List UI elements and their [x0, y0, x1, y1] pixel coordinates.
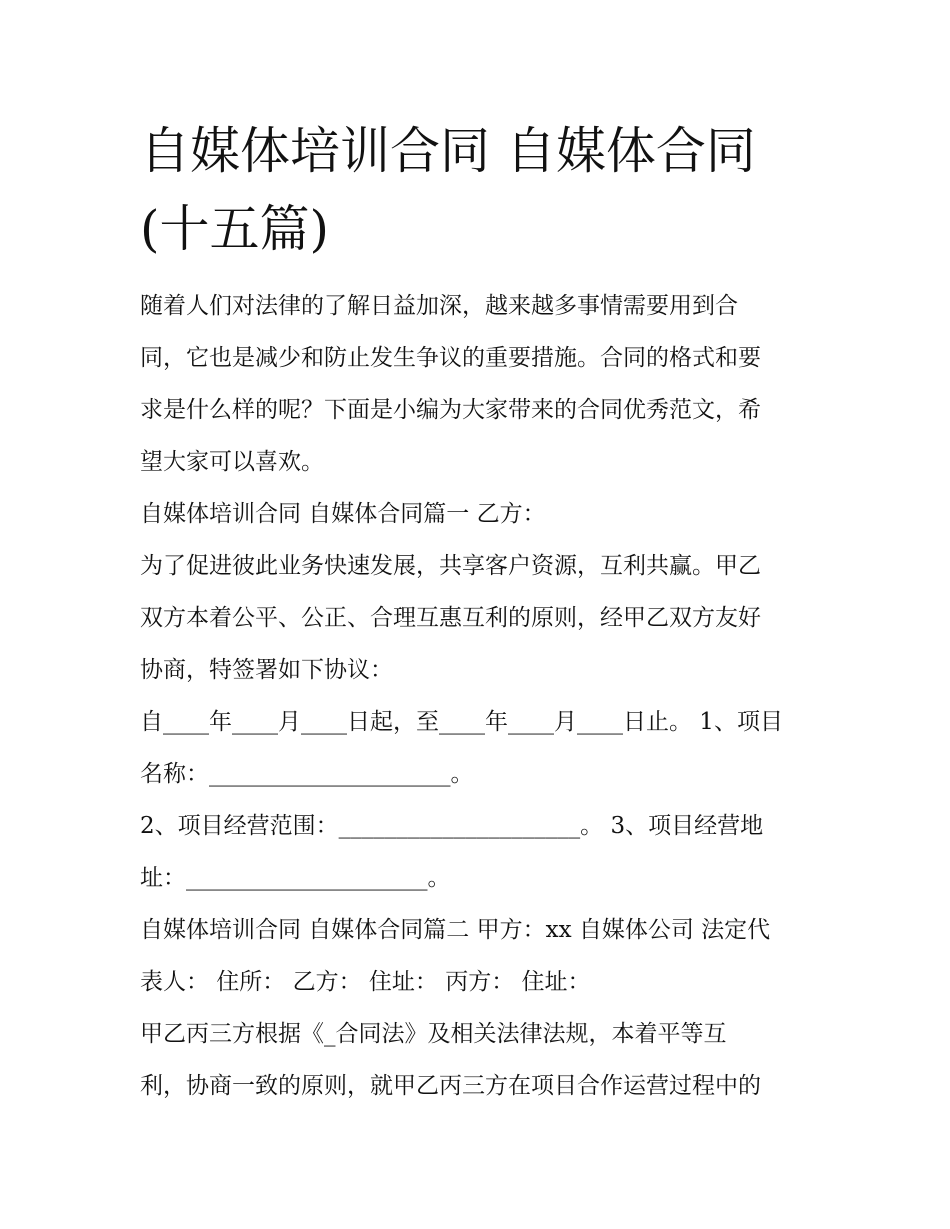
paragraph-line: 望大家可以喜欢。: [140, 449, 324, 475]
section-heading-line: 自媒体培训合同 自媒体合同篇一 乙方：: [140, 501, 546, 527]
document-body: [140, 280, 820, 1112]
paragraph-line: 自____年____月____日起，至____年____月____日止。 1、项目: [140, 709, 783, 735]
paragraph-line: 名称：_____________________。: [140, 761, 474, 787]
paragraph-line: 表人： 住所： 乙方： 住址： 丙方： 住址：: [140, 969, 591, 995]
paragraph-line: 2、项目经营范围：_____________________。 3、项目经营地: [140, 813, 764, 839]
paragraph-line: 双方本着公平、公正、合理互惠互利的原则，经甲乙双方友好: [140, 605, 761, 631]
paragraph-line: 同，它也是减少和防止发生争议的重要措施。合同的格式和要: [140, 345, 761, 371]
paragraph-line: 址：_____________________。: [140, 865, 451, 891]
document-title: [140, 112, 820, 268]
paragraph-line: 利，协商一致的原则，就甲乙丙三方在项目合作运营过程中的: [140, 1073, 761, 1099]
paragraph-line: 随着人们对法律的了解日益加深，越来越多事情需要用到合: [140, 293, 738, 319]
title-line-1: 自媒体培训合同 自媒体合同: [140, 122, 756, 180]
paragraph-line: 协商，特签署如下协议：: [140, 657, 393, 683]
paragraph-line: 求是什么样的呢？下面是小编为大家带来的合同优秀范文，希: [140, 397, 761, 423]
title-line-2: (十五篇): [140, 200, 330, 258]
paragraph-line: 为了促进彼此业务快速发展，共享客户资源，互利共赢。甲乙: [140, 553, 761, 579]
paragraph-line: 甲乙丙三方根据《_合同法》及相关法律法规，本着平等互: [140, 1021, 727, 1047]
section-heading-line: 自媒体培训合同 自媒体合同篇二 甲方：xx 自媒体公司 法定代: [140, 917, 771, 943]
